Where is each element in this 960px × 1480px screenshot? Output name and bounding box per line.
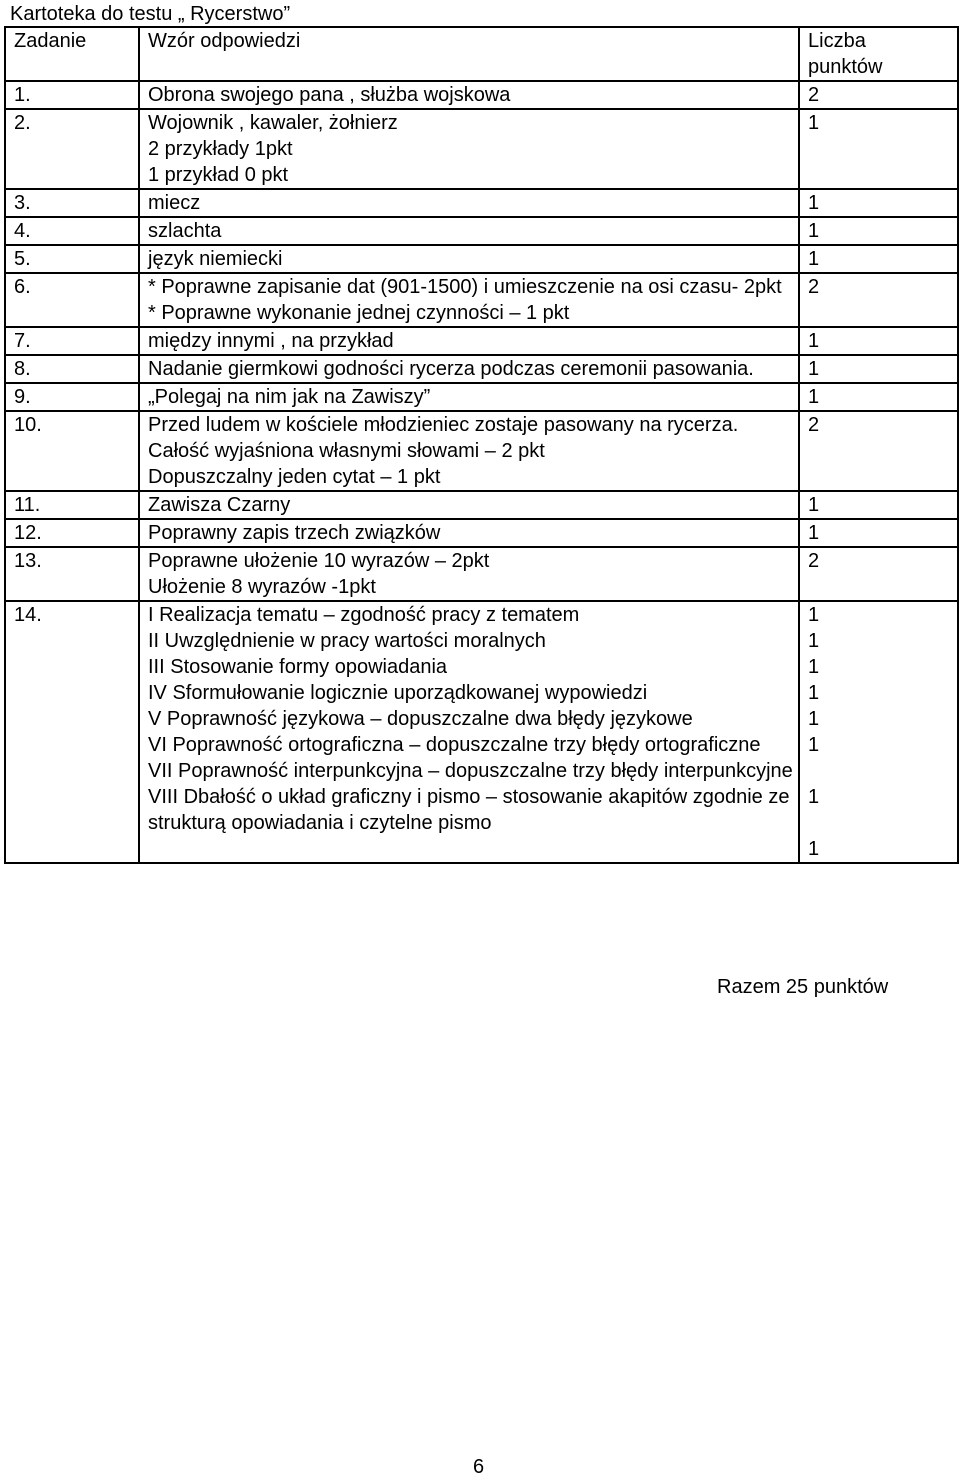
answer-cell <box>139 327 799 355</box>
answer-cell <box>139 109 799 189</box>
table-row <box>5 519 958 547</box>
task-number: 11. <box>5 491 139 519</box>
answer-line: * Poprawne zapisanie dat (901-1500) i umieszczenie na osi czasu- 2pkt <box>148 276 782 298</box>
answer-cell <box>139 81 799 109</box>
answer-cell <box>139 217 799 245</box>
table-row <box>5 547 958 601</box>
answer-line: I Realizacja tematu – zgodność pracy z tematem <box>148 604 580 626</box>
answer-cell <box>139 355 799 383</box>
answer-line: Wojownik , kawaler, żołnierz <box>148 112 398 134</box>
task-number: 1. <box>5 81 139 109</box>
total-points: Razem 25 punktów <box>717 976 889 998</box>
answer-line: V Poprawność językowa – dopuszczalne dwa błędy językowe <box>148 708 693 730</box>
task-number: 5. <box>5 245 139 273</box>
answer-cell <box>139 245 799 273</box>
table-row <box>5 245 958 273</box>
answer-line: VI Poprawność ortograficzna – dopuszczalne trzy błędy ortograficzne <box>148 734 761 756</box>
points-value: 1 <box>808 494 820 516</box>
table-row <box>5 383 958 411</box>
points-cell <box>799 519 958 547</box>
points-value: 1 <box>808 682 820 704</box>
points-cell <box>799 327 958 355</box>
answer-line: „Polegaj na nim jak na Zawiszy” <box>148 386 431 408</box>
answer-line: 1 przykład 0 pkt <box>148 164 289 186</box>
page-number: 6 <box>473 1456 485 1478</box>
answer-line: szlachta <box>148 220 222 242</box>
points-value <box>808 810 957 836</box>
task-number: 4. <box>5 217 139 245</box>
points-cell <box>799 273 958 327</box>
points-cell <box>799 245 958 273</box>
points-value: 2 <box>808 84 820 106</box>
answer-cell <box>139 547 799 601</box>
points-value: 2 <box>808 276 820 298</box>
answer-line: Poprawne ułożenie 10 wyrazów – 2pkt <box>148 550 490 572</box>
points-cell <box>799 491 958 519</box>
answer-line: * Poprawne wykonanie jednej czynności – 1 pkt <box>148 302 570 324</box>
task-number: 9. <box>5 383 139 411</box>
task-number: 13. <box>5 547 139 601</box>
task-number: 3. <box>5 189 139 217</box>
header-task: Zadanie <box>5 27 139 81</box>
points-cell <box>799 547 958 601</box>
answer-cell <box>139 491 799 519</box>
task-number: 14. <box>5 601 139 863</box>
points-value: 1 <box>808 786 820 808</box>
points-value <box>808 758 957 784</box>
answer-line: VII Poprawność interpunkcyjna – dopuszczalne trzy błędy interpunkcyjne <box>148 760 793 782</box>
points-cell <box>799 109 958 189</box>
answer-line: język niemiecki <box>148 248 283 270</box>
points-value: 1 <box>808 522 820 544</box>
table-row <box>5 601 958 863</box>
points-value: 1 <box>808 358 820 380</box>
points-cell <box>799 189 958 217</box>
answer-line: Ułożenie 8 wyrazów -1pkt <box>148 576 376 598</box>
answer-line: IV Sformułowanie logicznie uporządkowanej wypowiedzi <box>148 682 648 704</box>
points-cell <box>799 217 958 245</box>
task-number: 6. <box>5 273 139 327</box>
table-row <box>5 355 958 383</box>
answer-cell <box>139 601 799 863</box>
answer-line: miecz <box>148 192 201 214</box>
task-number: 8. <box>5 355 139 383</box>
answer-line: II Uwzględnienie w pracy wartości moralnych <box>148 630 546 652</box>
answer-cell <box>139 273 799 327</box>
answer-line: Przed ludem w kościele młodzieniec zostaje pasowany na rycerza. <box>148 414 739 436</box>
points-value: 1 <box>808 734 820 756</box>
table-row <box>5 189 958 217</box>
points-value: 2 <box>808 550 820 572</box>
document-title: Kartoteka do testu „ Rycerstwo” <box>10 3 291 25</box>
answer-cell <box>139 411 799 491</box>
points-value: 1 <box>808 220 820 242</box>
points-value: 2 <box>808 414 820 436</box>
task-number: 12. <box>5 519 139 547</box>
points-cell <box>799 383 958 411</box>
header-answer: Wzór odpowiedzi <box>139 27 799 81</box>
points-value: 1 <box>808 838 820 860</box>
points-cell <box>799 601 958 863</box>
answer-line: VIII Dbałość o układ graficzny i pismo – stosowanie akapitów zgodnie ze strukturą opowiadania i czytelne pismo <box>148 786 790 834</box>
answer-cell <box>139 383 799 411</box>
points-value: 1 <box>808 656 820 678</box>
points-value: 1 <box>808 330 820 352</box>
answer-line: między innymi , na przykład <box>148 330 394 352</box>
answer-line: Dopuszczalny jeden cytat – 1 pkt <box>148 466 441 488</box>
task-number: 2. <box>5 109 139 189</box>
table-row <box>5 411 958 491</box>
task-number: 7. <box>5 327 139 355</box>
points-cell <box>799 81 958 109</box>
table-row <box>5 273 958 327</box>
answer-line: Nadanie giermkowi godności rycerza podczas ceremonii pasowania. <box>148 358 754 380</box>
answer-cell <box>139 519 799 547</box>
table-row <box>5 81 958 109</box>
points-value: 1 <box>808 630 820 652</box>
answer-key-table <box>4 26 959 864</box>
answer-line: Zawisza Czarny <box>148 494 291 516</box>
task-number: 10. <box>5 411 139 491</box>
answer-cell <box>139 189 799 217</box>
points-value: 1 <box>808 386 820 408</box>
table-row <box>5 491 958 519</box>
table-row <box>5 327 958 355</box>
points-cell <box>799 355 958 383</box>
answer-line: Całość wyjaśniona własnymi słowami – 2 pkt <box>148 440 545 462</box>
points-cell <box>799 411 958 491</box>
header-points: Liczba punktów <box>799 27 958 81</box>
answer-line: 2 przykłady 1pkt <box>148 138 293 160</box>
table-row <box>5 217 958 245</box>
points-value: 1 <box>808 192 820 214</box>
answer-line: Obrona swojego pana , służba wojskowa <box>148 84 511 106</box>
points-value: 1 <box>808 708 820 730</box>
points-value: 1 <box>808 604 820 626</box>
answer-line: III Stosowanie formy opowiadania <box>148 656 448 678</box>
table-header-row <box>5 27 958 81</box>
points-value: 1 <box>808 248 820 270</box>
points-value: 1 <box>808 112 820 134</box>
answer-line: Poprawny zapis trzech związków <box>148 522 441 544</box>
table-row <box>5 109 958 189</box>
